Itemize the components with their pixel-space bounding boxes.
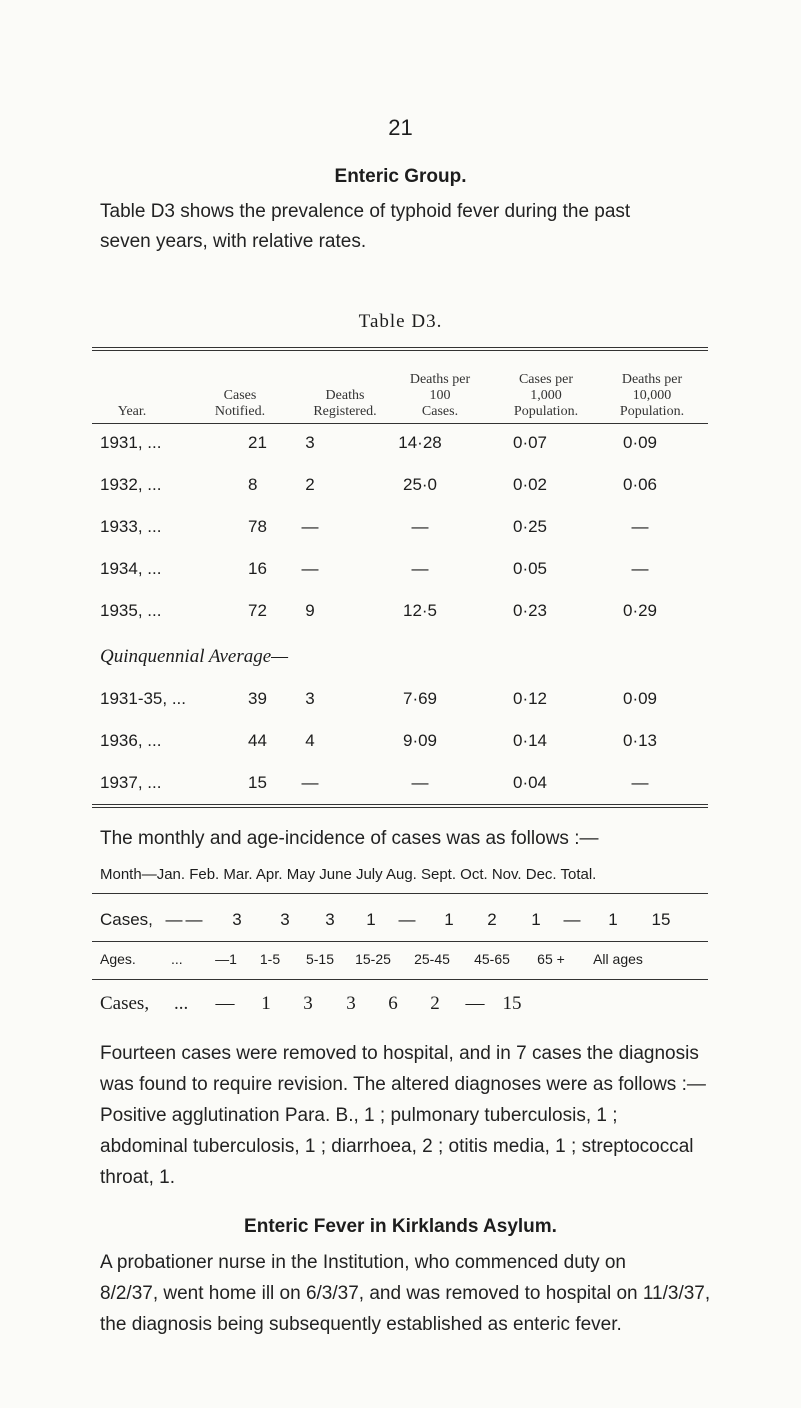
ages-top-rule <box>92 941 708 942</box>
table-row: 1934, ... 16 — — 0·05 — <box>100 559 649 578</box>
table-bottom-rule <box>92 804 708 805</box>
table-bottom-rule-2 <box>92 807 708 808</box>
paragraph-line: Fourteen cases were removed to hospital, and in 7 cases the diagnosis <box>100 1043 699 1064</box>
section2-line: A probationer nurse in the Institution, who commenced duty on <box>100 1252 626 1273</box>
monthly-cases-row: Cases, — — 3 3 3 1 — 1 2 1 — 1 15 <box>100 910 671 929</box>
table-row: 1932, ... 8 2 25·0 0·02 0·06 <box>100 475 658 494</box>
header-cases-per-1000: Cases per 1,000 Population. <box>513 372 579 419</box>
section-heading-enteric-group: Enteric Group. <box>334 166 467 187</box>
section2-line: the diagnosis being subsequently established as enteric fever. <box>100 1314 622 1335</box>
table-row: 1931-35, ... 39 3 7·69 0·12 0·09 <box>100 689 658 708</box>
table-row: 1937, ... 15 — — 0·04 — <box>100 773 649 792</box>
header-bottom-rule <box>92 423 708 424</box>
intro-line-1: Table D3 shows the prevalence of typhoid fever during the past <box>100 201 631 222</box>
monthly-intro: The monthly and age-incidence of cases was as follows :— <box>100 828 599 849</box>
ages-header-row: Ages. ... —1 1-5 5-15 15-25 25-45 45-65 65 + All ages <box>100 951 643 967</box>
quinquennial-average-label: Quinquennial Average— <box>100 646 289 667</box>
paragraph-line: throat, 1. <box>100 1167 175 1188</box>
header-deaths-per-100: Deaths per 100 Cases. <box>409 372 471 419</box>
intro-line-2: seven years, with relative rates. <box>100 231 367 252</box>
section-heading-kirklands: Enteric Fever in Kirklands Asylum. <box>244 1216 557 1237</box>
page-number: 21 <box>388 115 413 140</box>
header-year: Year. <box>117 404 147 419</box>
table-row: 1935, ... 72 9 12·5 0·23 0·29 <box>100 601 658 620</box>
table-top-rule <box>92 347 708 348</box>
header-deaths-registered: Deaths Registered. <box>313 388 377 419</box>
month-rule <box>92 893 708 894</box>
paragraph-line: Positive agglutination Para. B., 1 ; pulmonary tuberculosis, 1 ; <box>100 1105 618 1126</box>
ages-mid-rule <box>92 979 708 980</box>
table-row: 1931, ... 21 3 14·28 0·07 0·09 <box>100 433 658 452</box>
table-row: 1933, ... 78 — — 0·25 — <box>100 517 649 536</box>
table-row: 1936, ... 44 4 9·09 0·14 0·13 <box>100 731 658 750</box>
table-title: Table D3. <box>358 311 443 332</box>
month-header-line: Month—Jan. Feb. Mar. Apr. May June July Aug. Sept. Oct. Nov. Dec. Total. <box>100 866 597 883</box>
ages-cases-row: Cases, ... — 1 3 3 6 2 — 15 <box>100 993 522 1014</box>
table-top-rule-2 <box>92 350 708 351</box>
section2-line: 8/2/37, went home ill on 6/3/37, and was removed to hospital on 11/3/37, <box>100 1283 711 1304</box>
header-cases-notified: Cases Notified. <box>214 388 266 419</box>
paragraph-line: abdominal tuberculosis, 1 ; diarrhoea, 2 ; otitis media, 1 ; streptococcal <box>100 1136 694 1157</box>
header-deaths-per-10000: Deaths per 10,000 Population. <box>619 372 685 419</box>
paragraph-line: was found to require revision. The altered diagnoses were as follows :— <box>100 1074 706 1095</box>
